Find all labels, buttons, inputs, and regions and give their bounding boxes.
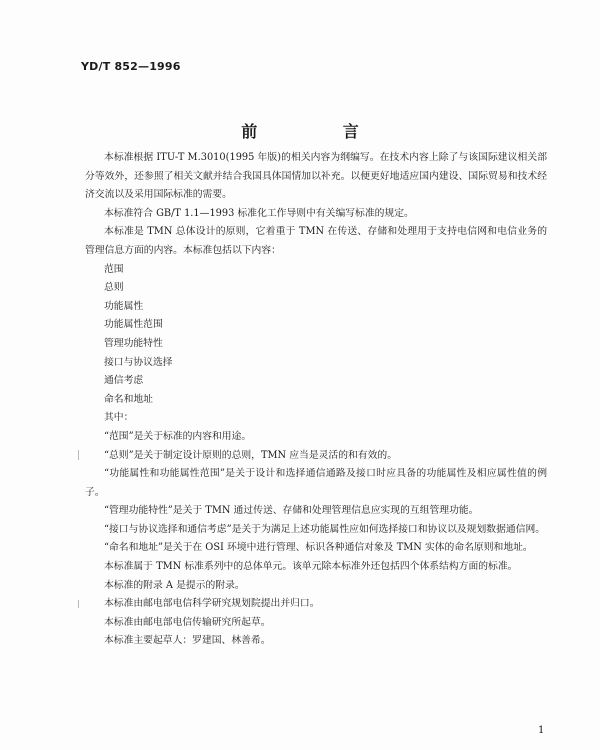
paragraph: 本标准是 TMN 总体设计的原则，它着重于 TMN 在传送、存储和处理用于支持电信网和电信业务的管理信息方面的内容。本标准包括以下内容： <box>85 226 547 256</box>
description-paragraph: “命名和地址”是关于在 OSI 环境中进行管理、标识各种通信对象及 TMN 实体的命名原则和地址。 <box>104 542 533 554</box>
scan-mark <box>78 600 79 608</box>
among-label: 其中： <box>104 412 134 424</box>
contents-item: 功能属性 <box>104 300 144 312</box>
description-paragraph: “总则”是关于制定设计原则的总则，TMN 应当是灵活的和有效的。 <box>104 449 397 461</box>
paragraph: 本标准符合 GB/T 1.1—1993 标准化工作导则中有关编写标准的规定。 <box>104 207 414 219</box>
closing-paragraph: 本标准由邮电部电信传输研究所起草。 <box>104 616 271 628</box>
contents-item: 总则 <box>104 282 124 294</box>
closing-paragraph: 本标准主要起草人：罗建国、林善希。 <box>104 635 271 647</box>
contents-item: 接口与协议选择 <box>104 356 173 368</box>
contents-item: 管理功能特性 <box>104 337 163 349</box>
standard-code: YD/T 852—1996 <box>81 60 181 73</box>
paragraph: 本标准根据 ITU-T M.3010(1995 年版)的相关内容为纲编写。在技术内容上除了与该国际建议相关部分等效外，还参照了相关文献并结合我国具体国情加以补充。以便更好地适应国内建设、国际贸易和技术经济交流以及采用国际标准的需要。 <box>85 152 547 201</box>
scan-mark <box>78 450 79 460</box>
page-title: 前 言 <box>241 122 399 141</box>
closing-paragraph: 本标准的附录 A 是提示的附录。 <box>104 579 245 591</box>
contents-item: 功能属性范围 <box>104 319 163 331</box>
description-paragraph: “功能属性和功能属性范围”是关于设计和选择通信通路及接口时应具备的功能属性及相应属性值的例子。 <box>85 468 547 498</box>
contents-item: 命名和地址 <box>104 393 153 405</box>
page-number: 1 <box>538 725 545 736</box>
foreword-body <box>85 149 547 651</box>
description-paragraph: “接口与协议选择和通信考虑”是关于为满足上述功能属性应如何选择接口和协议以及规划数据通信网。 <box>104 523 546 535</box>
contents-item: 通信考虑 <box>104 375 144 387</box>
closing-paragraph: 本标准属于 TMN 标准系列中的总体单元。该单元除本标准外还包括四个体系结构方面的标准。 <box>104 561 518 573</box>
closing-paragraph: 本标准由邮电部电信科学研究规划院提出并归口。 <box>104 598 320 610</box>
description-paragraph: “管理功能特性”是关于 TMN 通过传送、存储和处理管理信息应实现的互组管理功能。 <box>104 505 479 517</box>
contents-item: 范围 <box>104 263 124 275</box>
description-paragraph: “范围”是关于标准的内容和用途。 <box>104 430 252 442</box>
